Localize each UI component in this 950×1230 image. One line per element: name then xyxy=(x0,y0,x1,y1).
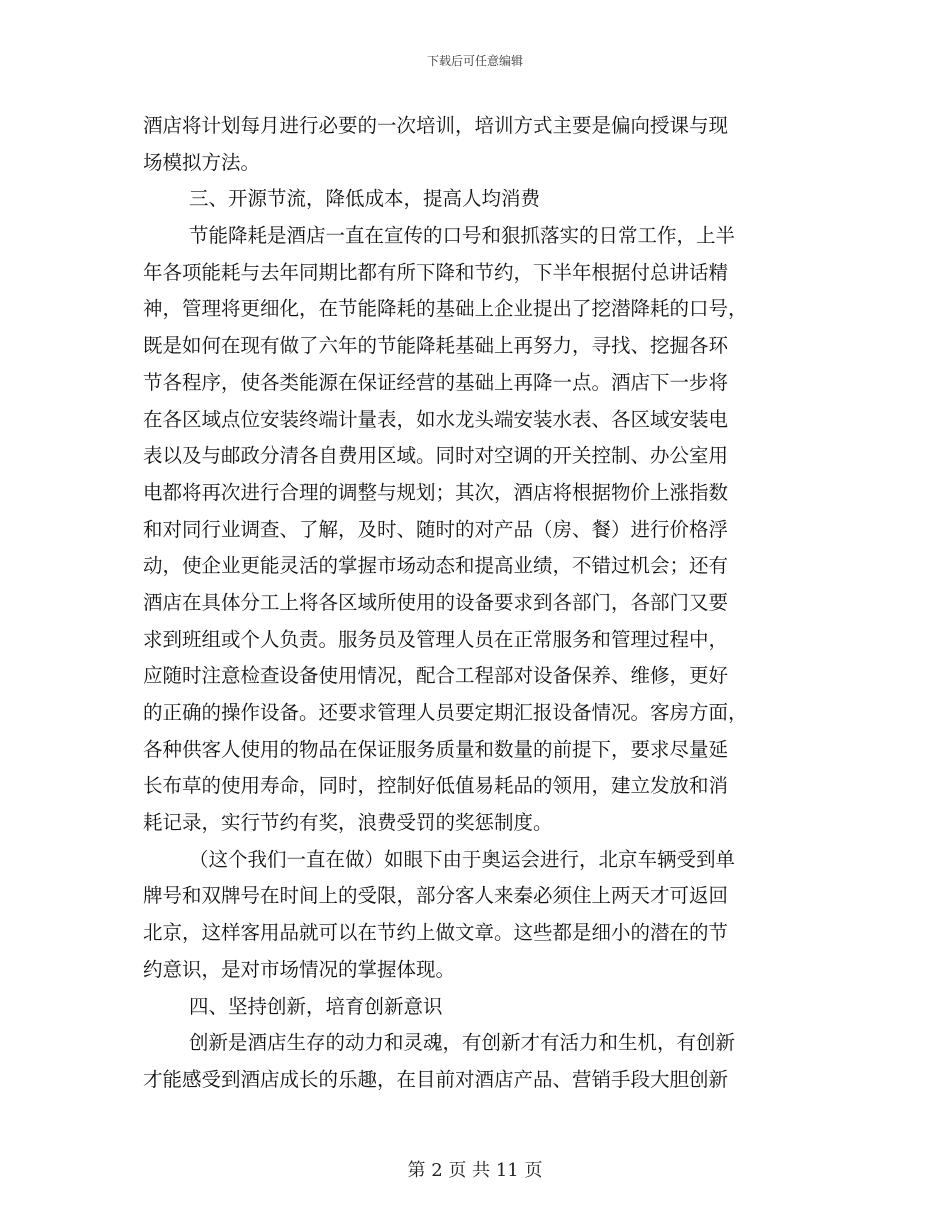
paragraph-line: （这个我们一直在做）如眼下由于奥运会进行，北京车辆受到单 xyxy=(189,847,736,871)
paragraph-line: 场模拟方法。 xyxy=(143,150,261,174)
paragraph-line: 才能感受到酒店成长的乐趣，在目前对酒店产品、营销手段大胆创新 xyxy=(143,1067,729,1091)
section-heading: 四、坚持创新，培育创新意识 xyxy=(189,994,443,1018)
paragraph-line: 神，管理将更细化，在节能降耗的基础上企业提出了挖潜降耗的口号， xyxy=(143,297,748,321)
page-number: 第 2 页 共 11 页 xyxy=(407,1160,543,1181)
paragraph-line: 酒店将计划每月进行必要的一次培训，培训方式主要是偏向授课与现 xyxy=(143,114,729,137)
paragraph-line: 电都将再次进行合理的调整与规划；其次，酒店将根据物价上涨指数 xyxy=(143,480,729,504)
paragraph-line: 耗记录，实行节约有奖，浪费受罚的奖惩制度。 xyxy=(143,811,553,835)
paragraph-line: 求到班组或个人负责。服务员及管理人员在正常服务和管理过程中， xyxy=(143,627,729,651)
paragraph-line: 表以及与邮政分清各自费用区域。同时对空调的开关控制、办公室用 xyxy=(143,444,729,468)
paragraph-line: 约意识，是对市场情况的掌握体现。 xyxy=(143,957,456,981)
paragraph-line: 和对同行业调查、了解，及时、随时的对产品（房、餐）进行价格浮 xyxy=(143,517,729,541)
paragraph-line: 牌号和双牌号在时间上的受限，部分客人来秦必须住上两天才可返回 xyxy=(143,884,729,908)
paragraph-line: 的正确的操作设备。还要求管理人员要定期汇报设备情况。客房方面， xyxy=(143,701,748,724)
section-heading: 三、开源节流，降低成本，提高人均消费 xyxy=(189,187,541,211)
document-body xyxy=(143,108,808,1099)
paragraph-line: 在各区域点位安装终端计量表，如水龙头端安装水表、各区域安装电 xyxy=(143,407,729,431)
paragraph-line: 节能降耗是酒店一直在宣传的口号和狠抓落实的日常工作，上半 xyxy=(189,224,736,248)
paragraph-line: 既是如何在现有做了六年的节能降耗基础上再努力，寻找、挖掘各环 xyxy=(143,334,729,358)
paragraph-line: 应随时注意检查设备使用情况，配合工程部对设备保养、维修，更好 xyxy=(143,664,729,688)
paragraph-line: 各种供客人使用的物品在保证服务质量和数量的前提下，要求尽量延 xyxy=(143,737,729,761)
paragraph-line: 动，使企业更能灵活的掌握市场动态和提高业绩，不错过机会；还有 xyxy=(143,554,729,578)
paragraph-line: 年各项能耗与去年同期比都有所下降和节约，下半年根据付总讲话精 xyxy=(143,260,729,284)
paragraph-line: 酒店在具体分工上将各区域所使用的设备要求到各部门，各部门又要 xyxy=(143,590,729,614)
page-header-note: 下载后可任意编辑 xyxy=(426,54,523,68)
paragraph-line: 节各程序，使各类能源在保证经营的基础上再降一点。酒店下一步将 xyxy=(143,370,729,394)
paragraph-line: 长布草的使用寿命，同时，控制好低值易耗品的领用，建立发放和消 xyxy=(143,774,729,798)
paragraph-line: 创新是酒店生存的动力和灵魂，有创新才有活力和生机，有创新 xyxy=(189,1031,736,1055)
paragraph-line: 北京，这样客用品就可以在节约上做文章。这些都是细小的潜在的节 xyxy=(143,921,729,945)
